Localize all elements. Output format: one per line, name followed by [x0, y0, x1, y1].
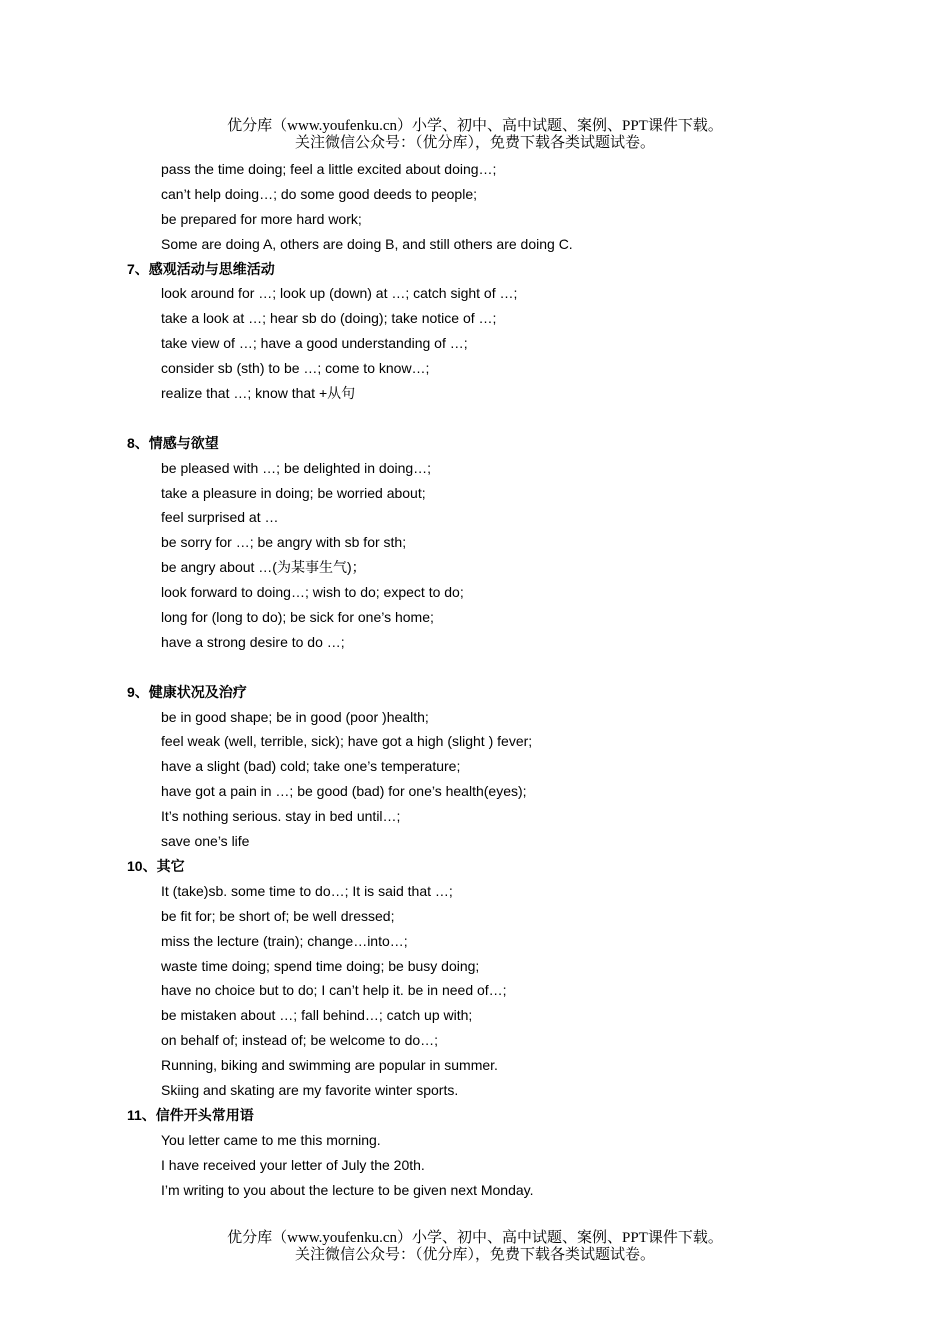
- phrase-item: be prepared for more hard work;: [161, 210, 362, 227]
- page-footer: [0, 1230, 950, 1264]
- document-body: [0, 157, 950, 1202]
- phrase-item: long for (long to do); be sick for one’s home;: [161, 609, 434, 626]
- footer-line-2: 关注微信公众号：（优分库），免费下载各类试题试卷。: [294, 1247, 655, 1263]
- header-line-2: 关注微信公众号：（优分库），免费下载各类试题试卷。: [294, 135, 655, 151]
- blank-line: [0, 655, 950, 680]
- phrase-item: be in good shape; be in good (poor )health;: [161, 708, 429, 725]
- section-heading-10: 10、其它: [127, 857, 185, 874]
- phrase-item: feel surprised at …: [161, 509, 279, 526]
- section-heading-8: 8、情感与欲望: [127, 434, 219, 451]
- phrase-item: Running, biking and swimming are popular in summer.: [161, 1057, 498, 1074]
- phrase-item: I have received your letter of July the 20th.: [161, 1156, 425, 1173]
- phrase-item: look forward to doing…; wish to do; expect to do;: [161, 584, 464, 601]
- phrase-item: realize that …; know that +从句: [161, 385, 356, 402]
- section-heading-7: 7、感观活动与思维活动: [127, 260, 275, 277]
- footer-line-1: 优分库（www.youfenku.cn）小学、初中、高中试题、案例、PPT课件下载。: [227, 1230, 723, 1246]
- phrase-item: on behalf of; instead of; be welcome to do…;: [161, 1032, 439, 1049]
- phrase-item: pass the time doing; feel a little excited about doing…;: [161, 161, 497, 177]
- phrase-item: can’t help doing…; do some good deeds to people;: [161, 185, 478, 202]
- phrase-item: take a look at …; hear sb do (doing); take notice of …;: [161, 310, 497, 327]
- phrase-item: have no choice but to do; I can’t help it. be in need of…;: [161, 982, 507, 999]
- header-line-1: 优分库（www.youfenku.cn）小学、初中、高中试题、案例、PPT课件下载。: [227, 118, 723, 134]
- phrase-item: be sorry for …; be angry with sb for sth;: [161, 534, 407, 551]
- phrase-item: take a pleasure in doing; be worried about;: [161, 484, 426, 501]
- page-header: [0, 118, 950, 152]
- phrase-item: be fit for; be short of; be well dressed;: [161, 907, 395, 924]
- phrase-item: take view of …; have a good understanding of …;: [161, 335, 468, 352]
- phrase-item: have got a pain in …; be good (bad) for one’s health(eyes);: [161, 783, 527, 800]
- phrase-item: save one’s life: [161, 833, 250, 850]
- blank-line: [0, 406, 950, 431]
- phrase-item: Some are doing A, others are doing B, and still others are doing C.: [161, 235, 573, 252]
- phrase-item: waste time doing; spend time doing; be busy doing;: [161, 957, 480, 974]
- phrase-item: have a strong desire to do …;: [161, 633, 345, 650]
- phrase-item: have a slight (bad) cold; take one’s temperature;: [161, 758, 461, 775]
- phrase-item: be mistaken about …; fall behind…; catch up with;: [161, 1007, 473, 1024]
- phrase-item: It’s nothing serious. stay in bed until…;: [161, 808, 401, 825]
- phrase-item: miss the lecture (train); change…into…;: [161, 932, 408, 949]
- phrase-item: I’m writing to you about the lecture to be given next Monday.: [161, 1181, 534, 1198]
- phrase-item: look around for …; look up (down) at …; catch sight of …;: [161, 285, 518, 302]
- phrase-item: Skiing and skating are my favorite winter sports.: [161, 1081, 459, 1098]
- phrase-item: feel weak (well, terrible, sick); have got a high (slight ) fever;: [161, 733, 533, 750]
- phrase-item: You letter came to me this morning.: [161, 1131, 381, 1148]
- phrase-item: be pleased with …; be delighted in doing…;: [161, 459, 432, 476]
- phrase-item: It (take)sb. some time to do…; It is said that …;: [161, 882, 453, 899]
- phrase-item: be angry about …(为某事生气)；: [161, 559, 366, 576]
- section-heading-9: 9、健康状况及治疗: [127, 683, 247, 700]
- section-heading-11: 11、信件开头常用语: [127, 1106, 254, 1123]
- phrase-item: consider sb (sth) to be …; come to know…;: [161, 360, 430, 377]
